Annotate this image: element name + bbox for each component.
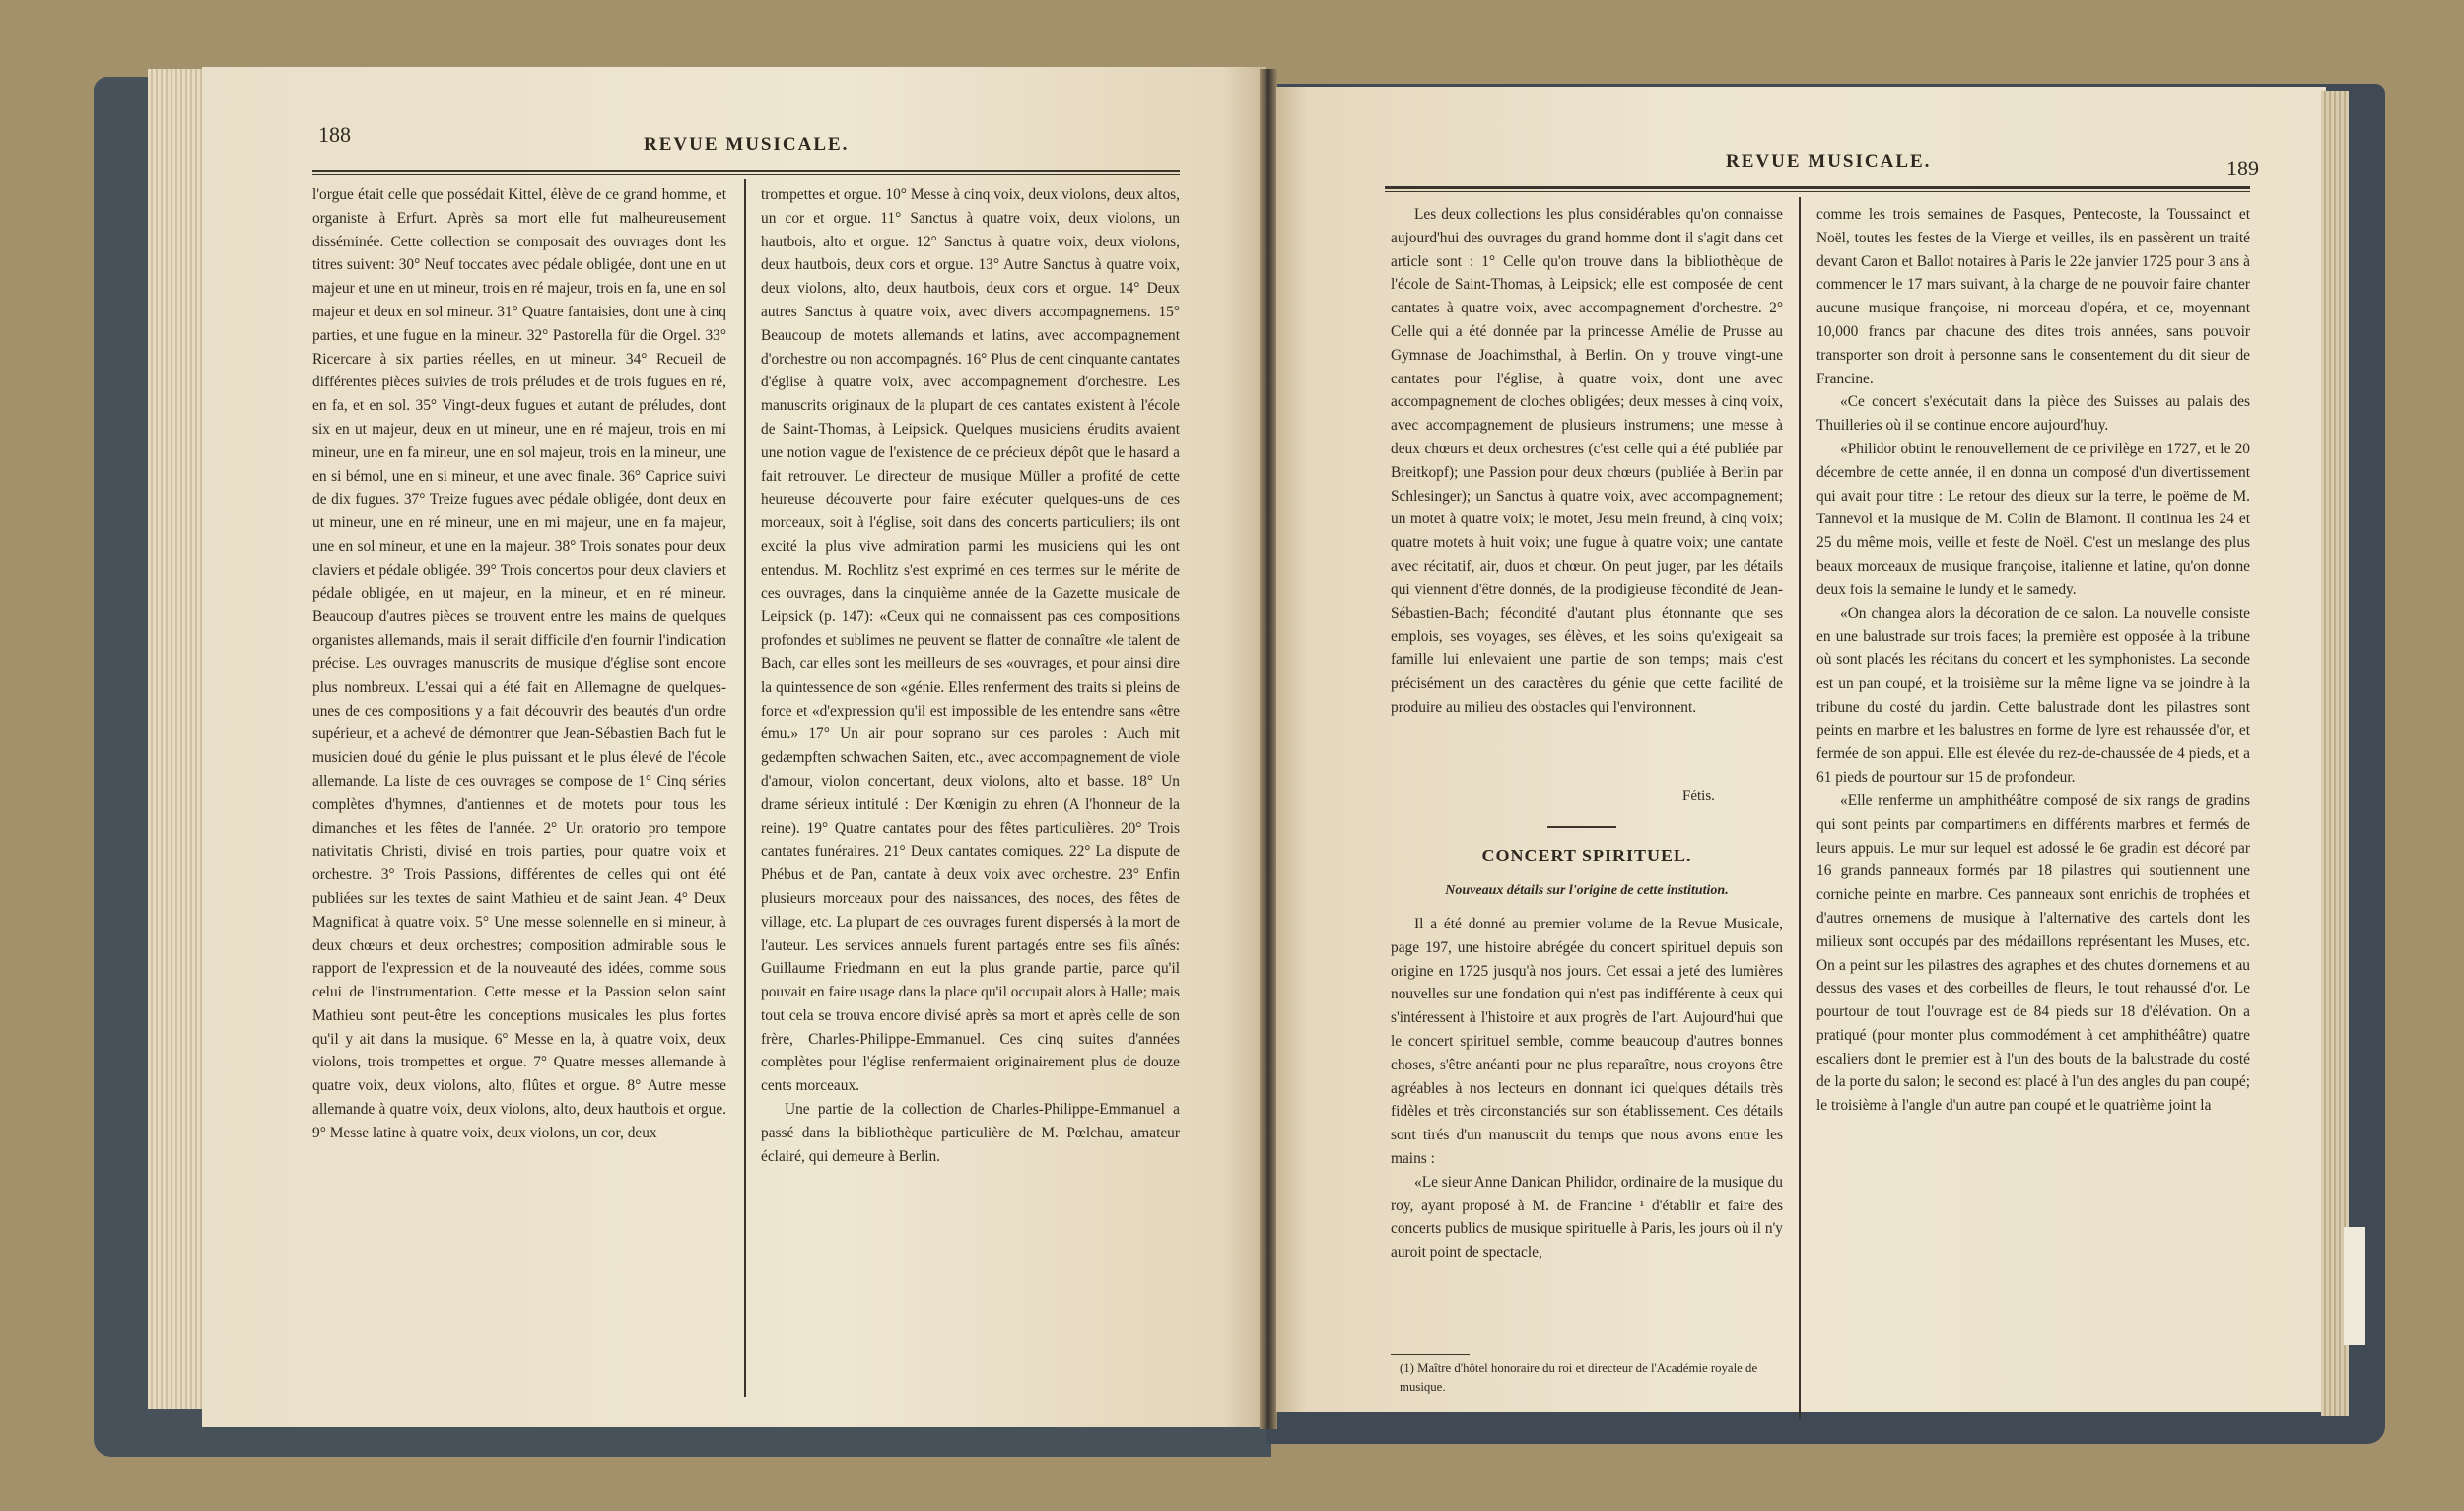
column-divider — [744, 179, 746, 1397]
paragraph: trompettes et orgue. 10° Messe à cinq voix, deux violons, deux altos, un cor et orgue. 11° Sanctus à quatre voix, deux violons, un hautbois, alto et orgue. 12° Sanctus à quatre voix, deux violons, deux hautbois, deux cors et orgue. 13° Autre Sanctus à quatre voix, deux violons, alto, deux hautbois, deux cors et orgue. 14° Deux autres Sanctus à quatre voix, avec divers accompagnemens. 15° Beaucoup de motets allemands et latins, avec accompagnement d'orchestre ou non accompagnés. 16° Plus de cent cinquante cantates d'église à quatre voix, avec accompagnement d'orchestre. Les manuscrits originaux de la plupart de ces cantates existent à l'école de Saint-Thomas, à Leipsick. Quelques musiciens érudits avaient une notion vague de l'existence de ce précieux dépôt que le hasard a fait retrouver. Le directeur de musique Müller a profité de cette heureuse découverte pour faire exécuter quelques-uns de ces morceaux, soit à l'église, soit dans des concerts particuliers; ils ont excité la plus vive admiration parmi les musiciens qui les ont entendus. M. Rochlitz s'est exprimé en ces termes sur le mérite de ces ouvrages, dans la cinquième année de la Gazette musicale de Leipsick (p. 147): «Ceux qui ne connaissent pas ces compositions profondes et sublimes ne peuvent se flatter de connaître «le talent de Bach, car elles sont les meilleurs de ses «ouvrages, et pour ainsi dire la quintessence de son «génie. Elles renferment des traits si pleins de force et «d'expression qu'il est impossible de les entendre sans «être ému.» 17° Un air pour soprano sur ces paroles : Auch mit gedæmpften schwachen Saiten, etc., avec accompagnement de viole d'amour, violon concertant, deux violons, alto et basse. 18° Un drame sérieux intitulé : Der Kœnigin zu ehren (A l'honneur de la reine). 19° Quatre cantates pour des fêtes particulières. 20° Trois cantates funéraires. 21° Deux cantates comiques. 22° La dispute de Phébus et de Pan, cantate à deux voix avec orchestre. 23° Enfin plusieurs morceaux pour des naissances, des noces, des fêtes de village, etc. La plupart de ces ouvrages furent dispersés à la mort de l'auteur. Les services annuels furent partagés entre ses fils aînés: Guillaume Friedmann en eut la plus grande partie, parce qu'il pouvait en faire usage dans la place qu'il occupait alors à Halle; mais tout cela se trouva encore divisé après sa mort et après celle de son frère, Charles-Philippe-Emmanuel. Ces cinq suites d'années complètes pour l'église renfermaient originairement plus de douze cents morceaux. — [761, 186, 1180, 1095]
right-page — [1276, 87, 2326, 1412]
paragraph: «Ce concert s'exécutait dans la pièce des Suisses au palais des Thuilleries où il se continue encore aujourd'huy. — [1816, 393, 2250, 435]
text-column-left — [312, 183, 726, 1410]
page-number: 189 — [2226, 156, 2259, 180]
paragraph: «On changea alors la décoration de ce salon. La nouvelle consiste en une balustrade sur trois faces; la première est opposée à la tribune où sont placés les récitans du concert et les symphonistes. La seconde est un pan coupé, et la troisième sur la même ligne va se joindre à la tribune du costé du jardin. Cette balustrade dont les pilastres sont peints en marbre et les balustres en forme de lyre est rehaussée d'or, et fermée de son appui. Elle est élevée du rez-de-chaussée de 4 pieds, et a 61 pieds de pourtour sur 15 de profondeur. — [1816, 604, 2250, 787]
left-page — [202, 67, 1266, 1427]
page-edges-right — [2321, 91, 2349, 1416]
text-column-right — [1816, 203, 2250, 1406]
running-title: REVUE MUSICALE. — [1726, 151, 1932, 172]
section-divider — [1547, 826, 1616, 828]
text-column-left-continued — [1391, 913, 1783, 1384]
footnote-rule — [1391, 1354, 1470, 1355]
book-gutter — [1260, 69, 1277, 1429]
header-rule — [1385, 186, 2250, 192]
paragraph: «Philidor obtint le renouvellement de ce privilège en 1727, et le 20 décembre de cette année, il en donna un composé d'un divertissement qui avait pour titre : Le retour des dieux sur la terre, le poëme de M. Tannevol et la musique de M. Colin de Blamont. Il continua les 24 et 25 du même mois, veille et feste de Noël. C'est un meslange des plus beaux morceaux de musique françoise, italienne et latine, qu'on donne deux fois la semaine le lundy et le samedy. — [1816, 440, 2250, 598]
paragraph: Il a été donné au premier volume de la Revue Musicale, page 197, une histoire abrégée du concert spirituel depuis son origine en 1725 jusqu'à nos jours. Cet essai a jeté des lumières nouvelles sur une fondation qui n'est pas indifférente à ceux qui s'intéressent à l'histoire et aux progrès de l'art. Aujourd'hui que le concert spirituel semble, comme beaucoup d'autres bonnes choses, s'être anéanti pour ne plus reparaître, nous croyons être agréables à nos lecteurs en donnant ici quelques détails très fidèles et très circonstanciés sur son établissement. Ces détails sont tirés d'un manuscrit du temps que nous avons entre les mains : — [1391, 916, 1783, 1167]
header-rule — [312, 170, 1180, 175]
footnote: (1) Maître d'hôtel honoraire du roi et directeur de l'Académie royale de musique. — [1400, 1361, 1758, 1394]
paragraph: comme les trois semaines de Pasques, Pentecoste, la Toussainct et Noël, toutes les festes de la Vierge et veilles, ils en passèrent un traité devant Caron et Ballot notaires à Paris le 22e janvier 1725 pour 3 ans à commencer le 17 mars suivant, à la charge de ne pouvoir faire chanter aucune musique françoise, ni morceau d'opéra, et ce, moyennant 10,000 francs par chacune des dites trois années, sans pouvoir transporter son droit à personne sans le consentement du dit sieur de Francine. — [1816, 206, 2250, 387]
section-heading: CONCERT SPIRITUEL. — [1481, 846, 1692, 865]
paragraph: «Elle renferme un amphithéâtre composé de six rangs de gradins qui sont peints par compartimens en différents marbres et fermés de leurs appuis. Le mur sur lequel est adossé le 6e gradin est décoré par 16 grands panneaux formés par 18 pilastres qui soutiennent une corniche peinte en marbre. Ces panneaux sont enrichis de trophées et d'autres ornemens de musique à l'alternative des cartels dont les milieux sont occupés par des médaillons représentant les Muses, etc. On a peint sur les pilastres des agraphes et des chutes d'ornemens et au dessus des vases et des corbeilles de fleurs, le tout rehaussé d'or. Le pourtour de tout l'ouvrage est de 84 pieds sur 18 d'élévation. On a pratiqué (pour monter plus commodément à cet amphithéâtre) quatre escaliers dont le premier est à l'un des bouts de la balustrade du costé de la porte du salon; le second est placé à l'un des angles du pan coupé; le troisième à l'angle d'un autre pan coupé et le quatrième joint la — [1816, 791, 2250, 1115]
paragraph: Les deux collections les plus considérables qu'on connaisse aujourd'hui des ouvrages du grand homme dont il s'agit dans cet article sont : 1° Celle qu'on trouve dans la bibliothèque de l'école de Saint-Thomas, à Leipsick; elle est composée de cent cantates à quatre voix, avec accompagnement d'orchestre. 2° Celle qui a été donnée par la princesse Amélie de Prusse au Gymnase de Joachimsthal, à Berlin. On y trouve vingt-une cantates pour l'église, à quatre voix, dont une avec accompagnement de cloches obligées; deux messes à cinq voix, avec accompagnement de plusieurs instrumens; une messe à deux chœurs et deux orchestres (c'est celle qui a été publiée par Breitkopf); une Passion pour deux chœurs (publiée à Berlin par Schlesinger); un Sanctus à quatre voix, avec accompagnement; un motet à quatre voix; le motet, Jesu mein freund, à cinq voix; quatre motets à huit voix; une fugue à quatre voix; une cantate avec récitatif, air, duos et chœur. On peut juger, par les détails qui viennent d'être donnés, de la prodigieuse fécondité de Jean-Sébastien-Bach; fécondité d'autant plus étonnante que ses emplois, ses voyages, ses élèves, et les soins qu'exigeait sa famille lui enlevaient une partie de son temps; mais c'est précisément un des caractères du génie que cette facilité de produire au milieu des obstacles qui l'environnent. — [1391, 206, 1783, 716]
paper-tab — [2344, 1227, 2365, 1345]
author-signature: Fétis. — [1682, 789, 1715, 804]
paragraph: Une partie de la collection de Charles-Philippe-Emmanuel a passé dans la bibliothèque particulière de M. Pœlchau, amateur éclairé, qui demeure à Berlin. — [761, 1101, 1180, 1165]
page-number: 188 — [318, 122, 351, 147]
column-divider — [1799, 197, 1801, 1419]
text-column-right — [761, 183, 1180, 1410]
running-title: REVUE MUSICALE. — [644, 134, 850, 155]
text-column-left — [1391, 203, 1783, 785]
section-subheading: Nouveaux détails sur l'origine de cette institution. — [1445, 883, 1729, 898]
paragraph: l'orgue était celle que possédait Kittel, élève de ce grand homme, et organiste à Erfurt. Après sa mort elle fut malheureusement disséminée. Cette collection se composait des ouvrages dont les titres suivent: 30° Neuf toccates avec pédale obligée, dont une en ut majeur et une en ut mineur, trois en ré majeur, trois en fa, une en sol majeur et deux en sol mineur. 31° Quatre fantaisies, dont une à cinq parties, et une fugue en la mineur. 32° Pastorella für die Orgel. 33° Ricercare à six parties réelles, en ut mineur. 34° Recueil de différentes pièces suivies de trois préludes et de trois fugues en ré, en fa, et en sol. 35° Vingt-deux fugues et autant de préludes, dont six en ut majeur, deux en ut mineur, une en ré majeur, trois en mi mineur, une en fa mineur, une en sol majeur, trois en la mineur, une en si bémol, une en si mineur, et une avec finale. 36° Caprice suivi de dix fugues. 37° Treize fugues avec pédale obligée, dont deux en ut mineur, une en ré mineur, une en mi majeur, une en fa majeur, une en sol mineur, et une en la majeur. 38° Trois sonates pour deux claviers et pédale obligée. 39° Trois concertos pour deux claviers et pédale obligée, en ut majeur, en la mineur, et en ré mineur. Beaucoup d'autres pièces se trouvent entre les mains de quelques organistes allemands, mais il serait difficile d'en fournir l'indication précise. Les ouvrages manuscrits de musique d'église sont encore plus nombreux. L'essai qui a été fait en Allemagne de quelques-unes de ces compositions y a fait découvrir des beautés d'un ordre supérieur, et a achevé de démontrer que Jean-Sébastien Bach fut le musicien doué du génie le plus puissant et le plus élevé de l'école allemande. La liste de ces ouvrages se compose de 1° Cinq séries complètes d'hymnes, d'antiennes et de motets pour tous les dimanches et les fêtes de l'année. 2° Un oratorio pro tempore nativitatis Christi, divisé en trois parties, pour quatre voix et orchestre. 3° Trois Passions, différentes de celles qui ont été publiées sur les textes de saint Mathieu et de saint Jean. 4° Deux Magnificat à quatre voix. 5° Une messe solennelle en si mineur, à deux chœurs et deux orchestres; composition admirable sous le rapport de l'expression et de la nouveauté des idées, comme sous celui de l'instrumentation. Cette messe et la Passion selon saint Mathieu sont peut-être les conceptions musicales les plus fortes qu'il y ait dans la musique. 6° Messe en la, à quatre voix, deux violons, trois trompettes et orgue. 7° Quatre messes allemande à quatre voix, deux violons, alto, flûtes et orgue. 8° Autre messe allemande à quatre voix, deux violons, alto, deux hautbois et orgue. 9° Messe latine à quatre voix, deux violons, un cor, deux — [312, 186, 726, 1141]
paragraph: «Le sieur Anne Danican Philidor, ordinaire de la musique du roy, ayant proposé à M. de Francine ¹ d'établir et faire des concerts publics de musique spirituelle à Paris, les jours où il n'y auroit point de spectacle, — [1391, 1173, 1783, 1262]
